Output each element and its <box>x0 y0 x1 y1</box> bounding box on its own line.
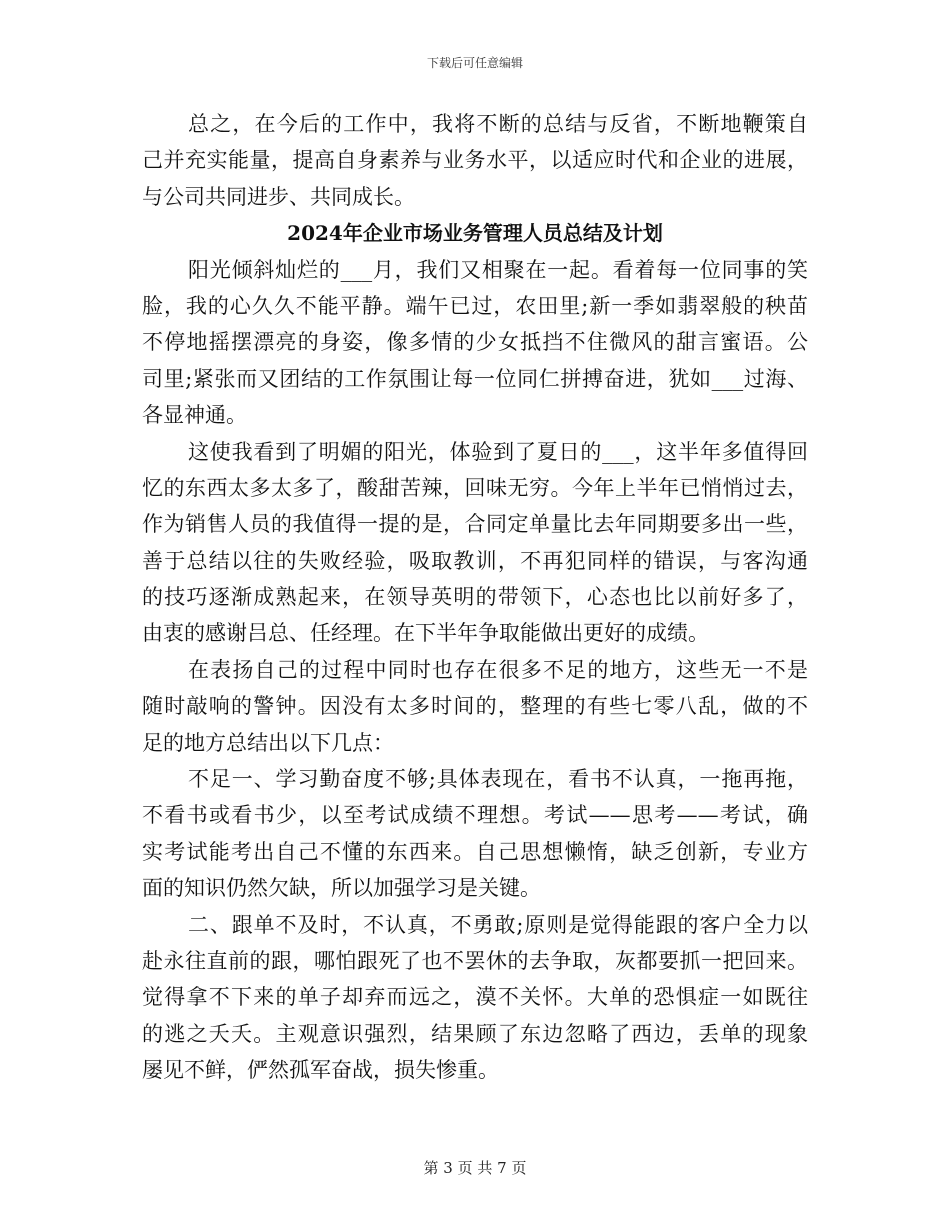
text-line: 的技巧逐渐成熟起来，在领导英明的带领下，心态也比以前好多了， <box>142 585 808 610</box>
text-line: 脸，我的心久久不能平静。端午已过，农田里;新一季如翡翠般的秧苗 <box>142 293 808 318</box>
text-line: 赴永往直前的跟，哪怕跟死了也不罢休的去争取，灰都要抓一把回来。 <box>142 948 808 973</box>
text-line: 忆的东西太多太多了，酸甜苦辣，回味无穷。今年上半年已悄悄过去， <box>142 475 808 500</box>
text-line: 不停地摇摆漂亮的身姿，像多情的少女抵挡不住微风的甜言蜜语。公 <box>142 330 808 355</box>
text-line: 随时敲响的警钟。因没有太多时间的，整理的有些七零八乱，做的不 <box>142 694 808 719</box>
text-line: 这使我看到了明媚的阳光，体验到了夏日的___，这半年多值得回 <box>188 439 808 464</box>
text-line: 作为销售人员的我值得一提的是，合同定单量比去年同期要多出一些， <box>142 512 808 537</box>
text-line: 实考试能考出自己不懂的东西来。自己思想懒惰，缺乏创新，专业方 <box>142 839 808 864</box>
text-line: 二、跟单不及时，不认真，不勇敢;原则是觉得能跟的客户全力以 <box>188 912 808 937</box>
text-line: 在表扬自己的过程中同时也存在很多不足的地方，这些无一不是 <box>188 657 808 682</box>
text-line: 足的地方总结出以下几点： <box>142 730 394 755</box>
text-line: 己并充实能量，提高自身素养与业务水平，以适应时代和企业的进展， <box>142 148 808 173</box>
text-line: 由衷的感谢吕总、任经理。在下半年争取能做出更好的成绩。 <box>142 621 709 646</box>
text-line: 的逃之夭夭。主观意识强烈，结果顾了东边忽略了西边，丢单的现象 <box>142 1021 808 1046</box>
text-line: 各显神通。 <box>142 403 247 428</box>
text-line: 司里;紧张而又团结的工作氛围让每一位同仁拼搏奋进，犹如___过海、 <box>142 366 808 391</box>
text-line: 不足一、学习勤奋度不够;具体表现在，看书不认真，一拖再拖， <box>188 767 808 792</box>
text-line: 屡见不鲜，俨然孤军奋战，损失惨重。 <box>142 1058 499 1083</box>
text-line: 总之，在今后的工作中，我将不断的总结与反省，不断地鞭策自 <box>188 112 808 136</box>
document-body <box>142 106 808 1089</box>
text-line: 善于总结以往的失败经验，吸取教训，不再犯同样的错误，与客沟通 <box>142 548 808 573</box>
text-line: 面的知识仍然欠缺，所以加强学习是关键。 <box>142 876 541 901</box>
text-line: 阳光倾斜灿烂的___月，我们又相聚在一起。看着每一位同事的笑 <box>188 257 808 282</box>
text-line: 觉得拿不下来的单子却弃而远之，漠不关怀。大单的恐惧症一如既往 <box>142 985 808 1010</box>
text-line: 与公司共同进步、共同成长。 <box>142 184 415 209</box>
page-header-note: 下载后可任意编辑 <box>426 56 523 70</box>
page-footer-number: 第 3 页 共 7 页 <box>423 1159 527 1177</box>
document-title: 2024年企业市场业务管理人员总结及计划 <box>287 221 663 246</box>
text-line: 不看书或看书少，以至考试成绩不理想。考试——思考——考试，确 <box>142 803 808 828</box>
